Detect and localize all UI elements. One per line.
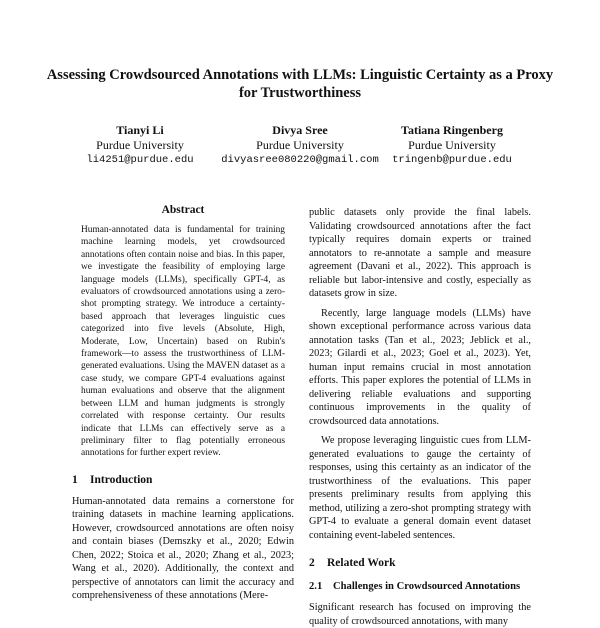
related-work-paragraph: Significant research has focused on improving the quality of crowdsourced annotations, with many — [309, 602, 531, 627]
intro-paragraph-llms: Recently, large language models (LLMs) have shown exceptional performance across various data annotation tasks (Tan et al., 2023; Jeblick et al., 2023; Gilardi et al., 2023; Goel et al., 2023). Yet, human input remains crucial in most annotation efforts. This paper explores the potential of LLMs in delivering reliable evaluations and supporting continuous improvements in the quality of crowdsourced data annotations. — [309, 307, 531, 427]
section-number: 1 — [72, 473, 78, 486]
author-email: tringenb@purdue.edu — [392, 154, 512, 166]
author-name: Tianyi Li — [116, 123, 164, 137]
intro-paragraph: Human-annotated data remains a cornerstone for training datasets in machine learning applications. However, crowdsourced annotations are often noisy and contain biases (Demszky et al., 2020; Edwin Chen, 2022; Stoica et al., 2020; Zhang et al., 2023; Wang et al., 2020). Additionally, the context and perspective of annotators can limit the accuracy and comprehensiveness of these annotations (Mere- — [72, 495, 294, 602]
author-3 — [357, 123, 547, 168]
author-email: li4251@purdue.edu — [86, 154, 194, 166]
intro-paragraph-proposal: We propose leveraging linguistic cues from LLM-generated evaluations to gauge the certainty of responses, using this certainty as an indicator of the trustworthiness of the evaluations. This paper presents preliminary results from applying this method, utilizing a zero-shot prompting strategy with GPT-4 to evaluate a general domain event dataset containing event-labeled sentences. — [309, 435, 531, 541]
author-name: Tatiana Ringenberg — [401, 123, 503, 137]
intro-paragraph-continued: public datasets only provide the final labels. Validating crowdsourced annotations after the fact typically requires domain experts or trained annotators to re-annotate a sample and measure agreement (Davani et al., 2022). This approach is reliable but labor-intensive and costly, especially as datasets grow in size. — [309, 207, 531, 299]
section-number: 2 — [309, 557, 315, 569]
author-affiliation: Purdue University — [96, 138, 184, 152]
section-heading-related-work — [309, 556, 531, 570]
section-title: Related Work — [327, 557, 396, 569]
abstract-text: Human-annotated data is fundamental for training machine learning models, yet crowdsourced annotations often contain noise and bias. In this paper, we investigate the feasibility of employing large language models (LLMs), specifically GPT-4, as evaluators of crowdsourced annotations using a zero-shot prompting strategy. We introduce a certainty-based approach that leverages linguistic cues categorized into five levels (Absolute, High, Moderate, Low, Uncertain) based on Rubin's framework—to assess the trustworthiness of LLM-generated evaluations. Using the MAVEN dataset as a case study, we compare GPT-4 evaluations against human evaluations and observe that the alignment between LLM and human judgments is strongly correlated with response certainty. Our results indicate that LLMs can effectively serve as a preliminary filter to flag potentially erroneous annotations for further expert review. — [81, 225, 285, 459]
subsection-title: Challenges in Crowdsourced Annotations — [333, 581, 521, 592]
right-column — [309, 206, 531, 628]
subsection-heading-challenges — [309, 580, 531, 593]
author-affiliation: Purdue University — [408, 138, 496, 152]
author-name: Divya Sree — [272, 123, 328, 137]
left-column — [72, 203, 294, 603]
author-email: divyasree080220@gmail.com — [221, 154, 379, 166]
abstract-heading: Abstract — [161, 204, 205, 216]
section-title: Introduction — [90, 473, 153, 486]
subsection-number: 2.1 — [309, 581, 323, 592]
author-affiliation: Purdue University — [256, 138, 344, 152]
section-heading-introduction — [72, 473, 294, 487]
paper-title: Assessing Crowdsourced Annotations with LLMs: Linguistic Certainty as a Proxy for Trustworthiness — [46, 67, 554, 101]
